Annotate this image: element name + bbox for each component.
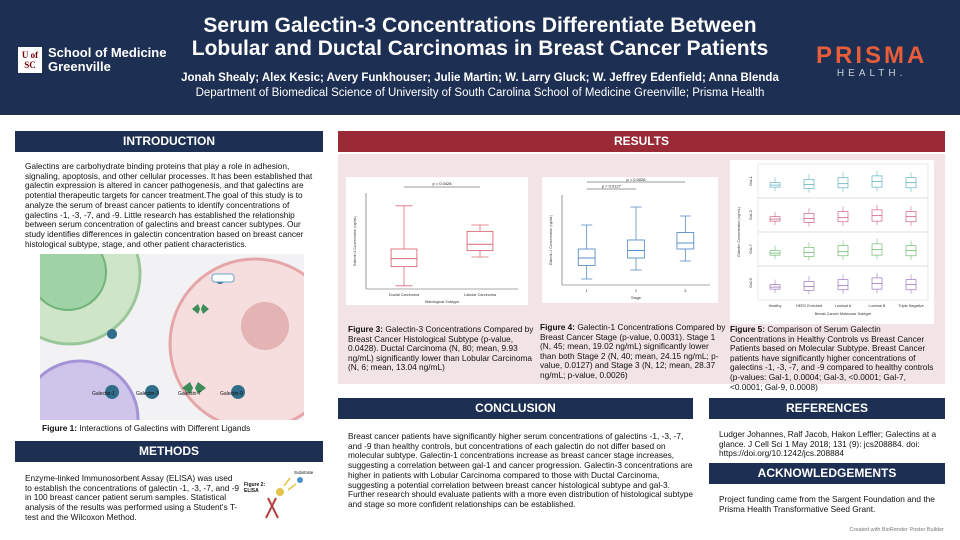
logo-line1: School of Medicine xyxy=(48,45,167,60)
figure2-elisa xyxy=(244,468,320,524)
figure4-chart xyxy=(542,177,718,303)
box-iqr xyxy=(838,178,848,188)
panel-label: Gal-3 xyxy=(748,210,753,220)
panel-label: Gal-7 xyxy=(748,244,753,254)
x-tick-label: Luminal B xyxy=(868,304,886,308)
figure5-chart xyxy=(730,160,934,324)
figure5-caption: Figure 5: Comparison of Serum Galectin Concentrations in Healthy Controls vs Breast Cancer Patients based on Molecular Subtype. Breast Cancer patients have significantly higher concentrations of galectins -1, -3, -7, and -9 compared to healthy controls (p-values: Gal-1, 0.0004; Gal-3, <0.0001; Gal-7, <0.0001; Gal-9, 0.0008) xyxy=(730,324,934,392)
elisa-diagram-icon xyxy=(244,468,320,524)
department: Department of Biomedical Science of University of South Carolina School of Medicine Greenville; Prisma Health xyxy=(195,87,765,99)
x-axis-label: Stage xyxy=(631,296,641,300)
acknowledgements-heading: ACKNOWLEDGEMENTS xyxy=(709,463,945,484)
x-tick-label: Lobular Carcinoma xyxy=(463,293,497,297)
x-axis-label: Breast Cancer Molecular Subtype xyxy=(814,312,872,316)
acknowledgements-text: Project funding came from the Sargent Foundation and the Prisma Health Transformative Seed Grant. xyxy=(719,494,935,514)
box-iqr xyxy=(804,213,814,222)
figure1-caption: Figure 1: Interactions of Galectins with Different Ligands xyxy=(42,423,251,433)
box-iqr xyxy=(391,249,417,267)
x-axis-label: Histological Subtype xyxy=(424,300,460,304)
figure1-label-galectin-3: Galectin-3 xyxy=(136,391,159,397)
usc-logo-mark: U of SC xyxy=(18,47,42,73)
x-tick-label: Ductal Carcinoma xyxy=(388,293,420,297)
y-axis-label: Galectin-1 Concentration (ng/mL) xyxy=(549,214,553,266)
conclusion-text: Breast cancer patients have significantly higher serum concentrations of galectins -1, -3, -7, and -9 than healthy controls, but concentrations of each galectin do not differ based on molecular subtype. Galectin-1 concentrations increase as breast cancer stage increases, suggesting a correlation between gal-1 and cancer progression. Galectin-3 concentrations are higher in patients with Lobular Carcinoma compared to those with Ductal Carcinoma, suggesting a potential correlation between breast cancer histological subtype and gal-3. Further research should evaluate patients with a more even distribution of histological subtype and stage so more confident relationships can be established. xyxy=(348,431,693,509)
panel-label: Gal-9 xyxy=(748,278,753,288)
methods-heading: METHODS xyxy=(15,441,323,462)
box-iqr xyxy=(838,280,848,290)
p-value-annotation: p = 0.0127 xyxy=(601,183,621,189)
poster-header xyxy=(0,0,960,115)
figure1-illustration xyxy=(40,254,304,420)
figure2-substrate-label: Substrate xyxy=(294,470,314,475)
x-tick-label: 2 xyxy=(634,289,638,293)
box-iqr xyxy=(804,179,814,188)
references-heading: REFERENCES xyxy=(709,398,945,419)
figure3-boxplot xyxy=(346,177,528,305)
x-tick-label: Triple Negative xyxy=(898,304,924,308)
figure1-label-galectin-1: Galectin-1 xyxy=(92,391,115,397)
galectin-interactions-diagram xyxy=(40,254,304,420)
p-value-annotation: p = 0.0026 xyxy=(626,177,646,182)
figure4-caption: Figure 4: Galectin-1 Concentrations Compared by Breast Cancer Stage (p-value, 0.0031). Stage 1 (N, 45; mean, 19.02 ng/mL) significantly lower than both Stage 2 (N, 40; mean, 24.15 ng/mL; p-value, 0.0127) and Stage 3 (N, 12; mean, 28.37 ng/mL; p-value, 0.0026) xyxy=(540,322,726,380)
logo-line2: Greenville xyxy=(48,59,111,74)
figure1-label-galectin-7: Galectin-7 xyxy=(178,391,201,397)
figure3-caption: Figure 3: Galectin-3 Concentrations Compared by Breast Cancer Histological Subtype (p-value, 0.0428). Ductal Carcinoma (N, 80; mean, 9.93 ng/mL) significantly lower than Lobular Carcinoma (N, 6; mean, 13.04 ng/mL) xyxy=(348,324,534,373)
box-iqr xyxy=(578,249,595,266)
x-tick-label: Healthy xyxy=(768,304,782,308)
introduction-heading: INTRODUCTION xyxy=(15,131,323,152)
introduction-text: Galectins are carbohydrate binding proteins that play a role in adhesion, signaling, apoptosis, and other cellular processes. It has been established that galectin expression is altered in cancer pathogenesis, and that galectins are potential therapeutic targets for cancer treatment.The goal of this study is to analyze the serum of breast cancer patients to identify concentrations of galectins -1, -3, -7, and -9. Little research has established the relationship between serum concentration of galectins and breast cancer subtypes. Our study identifies differences in galectin concentration based on breast cancer histological subtype, stage, and other patient characteristics. xyxy=(25,161,313,249)
x-tick-label: Luminal A xyxy=(834,304,852,308)
panel-label: Gal-1 xyxy=(748,176,753,186)
x-tick-label: 1 xyxy=(585,289,588,293)
box-iqr xyxy=(838,246,848,256)
figure3-chart xyxy=(346,177,528,305)
biorender-credit: Created with BioRender Poster Builder xyxy=(849,527,944,533)
figure2-label: Figure 2: ELISA xyxy=(244,482,266,494)
conclusion-heading: CONCLUSION xyxy=(338,398,693,419)
y-axis-label: Galectin Concentration (ng/mL) xyxy=(737,207,741,257)
x-tick-label: HER2 Enriched xyxy=(795,304,823,308)
box-iqr xyxy=(628,240,645,258)
authors: Jonah Shealy; Alex Kesic; Avery Funkhouser; Julie Martin; W. Larry Gluck; W. Jeffrey Edenfield; Anna Blenda xyxy=(181,72,779,84)
box-iqr xyxy=(677,233,694,250)
references-text: Ludger Johannes, Ralf Jacob, Hakon Leffler; Galectins at a glance. J Cell Sci 1 May 2018; 131 (9): jcs208884. doi: https://doi.org/10.1242/jcs.208884 xyxy=(719,429,937,459)
y-axis-label: Galectin-3 Concentration (ng/mL) xyxy=(353,215,357,267)
p-value-annotation: p = 0.0428 xyxy=(432,181,452,186)
methods-text: Enzyme-linked Immunosorbent Assay (ELISA) was used to establish the concentrations of galectin -1, -3, -7, and -9 in 100 breast cancer patient serum samples. Statistical analysis of the results was performed using a Student's T-test and the Wilcoxon Method. xyxy=(25,473,239,522)
poster-title: Serum Galectin-3 Concentrations Differentiate Between Lobular and Ductal Carcinomas in Breast Cancer Patients xyxy=(191,14,769,60)
figure5-boxplot-grid xyxy=(730,160,934,324)
figure4-boxplot xyxy=(542,177,718,303)
box-iqr xyxy=(804,281,814,290)
box-iqr xyxy=(804,247,814,256)
box-iqr xyxy=(467,231,493,250)
prisma-health-logo: PRISMA HEALTH. xyxy=(816,42,928,79)
x-tick-label: 3 xyxy=(684,289,687,293)
box-iqr xyxy=(838,212,848,222)
results-heading: RESULTS xyxy=(338,131,945,152)
figure1-label-galectin-9: Galectin-9 xyxy=(220,391,243,397)
usc-somg-logo xyxy=(18,46,166,74)
